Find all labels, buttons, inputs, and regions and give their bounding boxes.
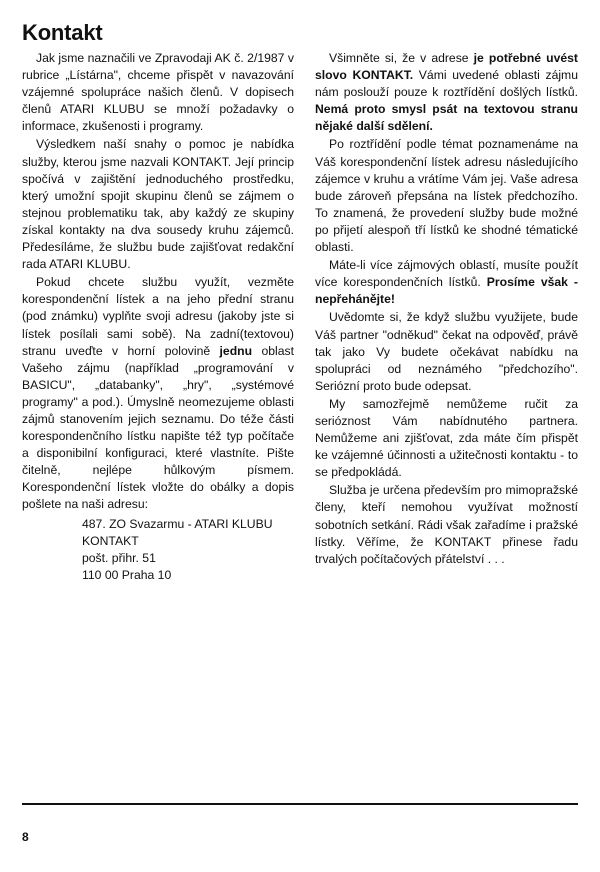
address-line: 487. ZO Svazarmu - ATARI KLUBU — [82, 516, 273, 531]
right-column — [315, 50, 578, 568]
article-title: Kontakt — [22, 20, 103, 45]
text-run: Všimněte si, že v adrese — [329, 51, 474, 65]
text-run: Vámi uvedené oblasti zájmu nám poslouží pouze k roztřídění došlých lístků. — [315, 68, 578, 100]
text-run: Pokud chcete službu využít, vezměte korespondenční lístek a na jeho přední stranu (pod známku) vyplňte svoji adresu (jakoby jste si lístek posílali sami sobě). Na zadní(textovou) stranu uveďte v horní polovině — [22, 275, 294, 358]
left-column — [22, 50, 294, 584]
page-number: 8 — [22, 830, 29, 844]
paragraph: My samozřejmě nemůžeme ručit za serióznost Vám nabídnutého partnera. Nemůžeme ani zjišťovat, zda máte čím přispět ke vzájemné účinnosti a užitečnosti kontaktu - to se předpokládá. — [315, 396, 578, 480]
emphasis-text: je potřebné uvést slovo KONTAKT. — [315, 51, 578, 83]
footer-rule — [22, 803, 578, 805]
emphasis-text: Prosíme však - nepřehánějte! — [315, 275, 578, 307]
address-line: KONTAKT — [82, 533, 139, 548]
paragraph: Služba je určena především pro mimopražské členy, kteří nemohou využívat možností sobotních setkání. Rádi však zařadíme i pražské lístky. Věříme, že KONTAKT přinese řadu trvalých počítačových přátelství . . . — [315, 483, 578, 566]
emphasis-text: Nemá proto smysl psát na textovou stranu nějaké další sdělení. — [315, 102, 578, 134]
text-run: oblast Vašeho zájmu (například „programování v BASICU", „databanky", „hry", „systémové programy" a pod.). Úmyslně neomezujeme oblasti zájmů stanovením jejich seznamu. Do téže části korespondenčního lístku napište též typ počítače a disponibilní konfiguraci, které vlastníte. Pište čitelně, nejlépe hůlkovým písmem. Korespondenční lístek vložte do obálky a dopis pošlete na naši adresu: — [22, 343, 294, 512]
emphasis-text: jednu — [219, 343, 253, 358]
paragraph: Po roztřídění podle témat poznamenáme na Váš korespondenční lístek adresu následujícího zájemce v kruhu a vrátíme Vám jej. Vaše adresa bude zároveň přepsána na lístek předchozího. To znamená, že provedení služby bude možné po přijetí alespoň tří lístků ke shodné tématické oblasti. — [315, 137, 578, 255]
paragraph: Jak jsme naznačili ve Zpravodaji AK č. 2/1987 v rubrice „Lístárna", chceme přispět v navazování vzájemné spolupráce našich členů. V dopisech členů ATARI KLUBU se množí požadavky o informace, zkušenosti i programy. — [22, 51, 294, 134]
paragraph — [22, 274, 294, 513]
postal-address — [82, 516, 294, 584]
address-line: pošt. přihr. 51 — [82, 550, 156, 565]
paragraph: Uvědomte si, že když službu využijete, bude Váš partner "odněkud" čekat na odpověď, právě tak jako Vy budete očekávat nabídku na spolupráci od neznámého "předchozího". Seriózní proto bude odepsat. — [315, 310, 578, 393]
address-line: 110 00 Praha 10 — [82, 567, 172, 582]
paragraph — [315, 50, 578, 135]
text-run: Máte-li více zájmových oblastí, musíte použít více korespondenčních lístků. — [315, 258, 578, 290]
paragraph — [315, 257, 578, 308]
paragraph: Výsledkem naší snahy o pomoc je nabídka služby, kterou jsme nazvali KONTAKT. Její princip spočívá v zajištění jednoduchého prostředku, který umožní spojit skupinu členů se zájmem o stejnou problematiku tak, aby každý ze skupiny získal kontakty na dva sousedy kruhu zájemců. Předesíláme, že službu bude zajišťovat redakční rada ATARI KLUBU. — [22, 137, 294, 272]
